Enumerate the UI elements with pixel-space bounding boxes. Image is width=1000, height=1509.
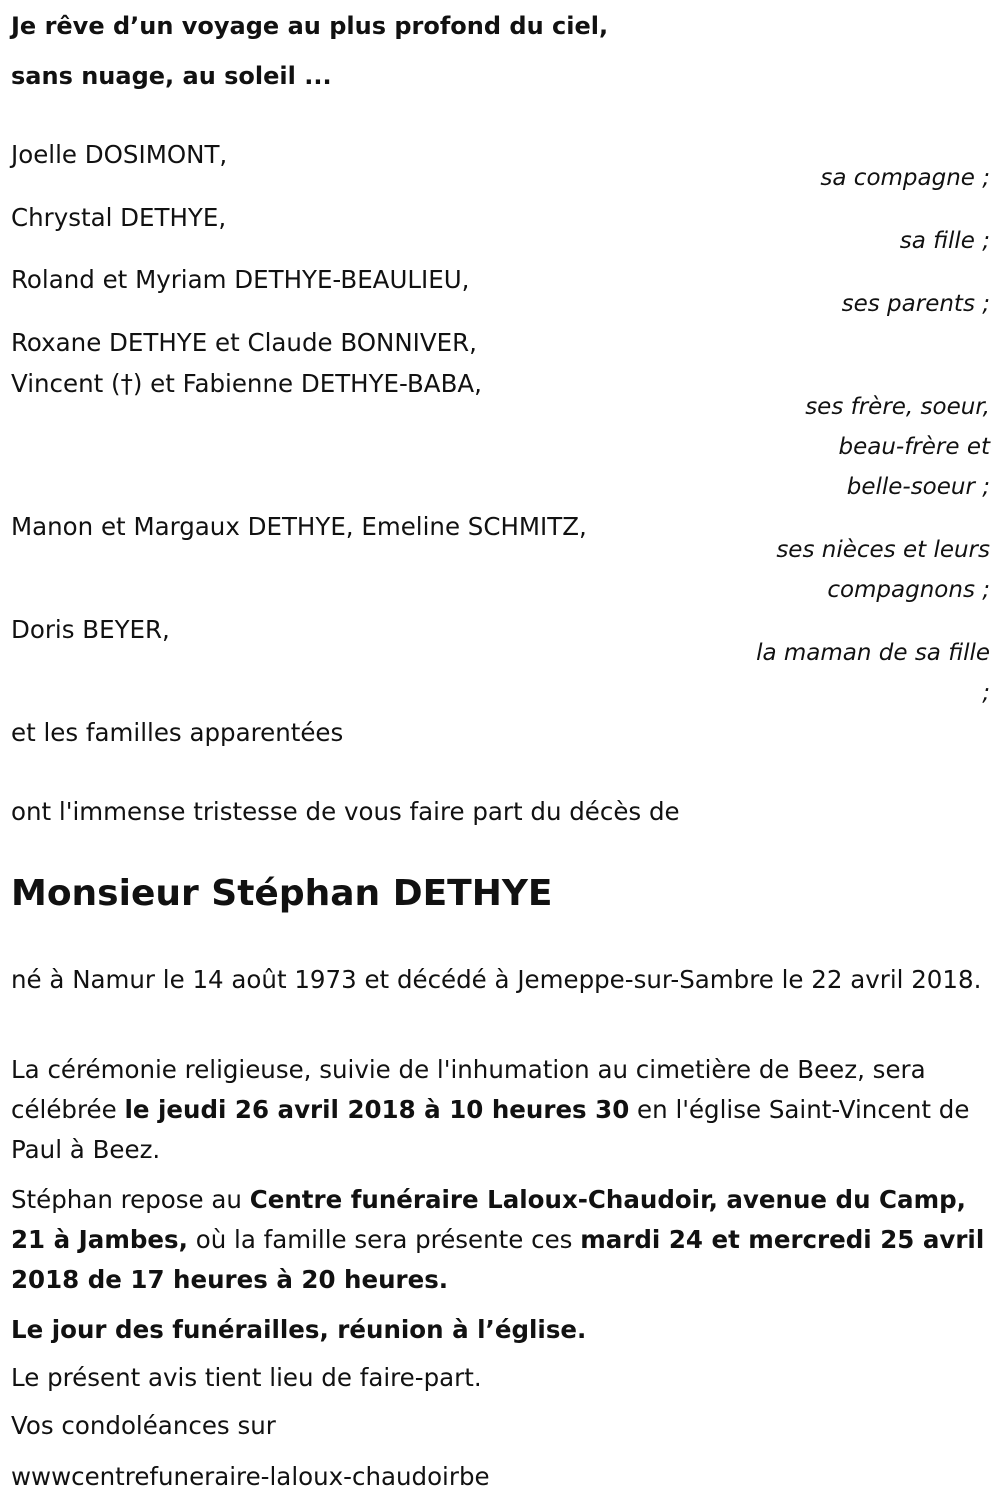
reunion-text: Le jour des funérailles, réunion à l’église.: [11, 1315, 587, 1344]
poem-line-1: Je rêve d’un voyage au plus profond du ciel,: [11, 12, 609, 40]
family-role-mother-of-daughter-1: la maman de sa fille: [756, 640, 990, 666]
ceremony-post: en l'église Saint-Vincent de Paul à Beez.: [11, 1095, 970, 1164]
repose-dates: mardi 24 et mercredi 25 avril 2018 de 17 heures à 20 heures.: [11, 1225, 985, 1294]
family-name-daughter: Chrystal DETHYE,: [11, 203, 227, 232]
birth-death-text: né à Namur le 14 août 1973 et décédé à Jemeppe-sur-Sambre le 22 avril 2018.: [11, 965, 982, 994]
ceremony-date: le jeudi 26 avril 2018 à 10 heures 30: [124, 1095, 630, 1124]
condolences-text: Vos condoléances sur: [11, 1411, 276, 1440]
repose-text: [11, 1180, 986, 1300]
family-name-mother-of-daughter: Doris BEYER,: [11, 615, 170, 644]
repose-pre: Stéphan repose au: [11, 1185, 250, 1214]
family-name-siblings-2: Vincent (†) et Fabienne DETHYE-BABA,: [11, 369, 482, 398]
family-role-daughter: sa fille ;: [899, 228, 990, 254]
family-role-mother-of-daughter-2: ;: [982, 680, 990, 706]
family-role-nieces-1: ses nièces et leurs: [776, 537, 990, 563]
announce-line: ont l'immense tristesse de vous faire part du décès de: [11, 797, 680, 826]
family-name-nieces: Manon et Margaux DETHYE, Emeline SCHMITZ,: [11, 512, 587, 541]
repose-mid: où la famille sera présente ces: [187, 1225, 581, 1254]
ceremony-pre: La cérémonie religieuse, suivie de l'inhumation au cimetière de Beez, sera célébrée: [11, 1055, 926, 1124]
family-name-parents: Roland et Myriam DETHYE-BEAULIEU,: [11, 265, 470, 294]
family-role-siblings-3: belle-soeur ;: [846, 474, 990, 500]
repose-location: Centre funéraire Laloux-Chaudoir, avenue du Camp, 21 à Jambes,: [11, 1185, 966, 1254]
deceased-title: Monsieur Stéphan DETHYE: [11, 873, 553, 914]
family-role-siblings-1: ses frère, soeur,: [805, 394, 990, 420]
family-role-parents: ses parents ;: [841, 291, 990, 317]
families-line: et les familles apparentées: [11, 718, 344, 747]
family-role-siblings-2: beau-frère et: [838, 434, 990, 460]
poem-line-2: sans nuage, au soleil ...: [11, 62, 332, 90]
ceremony-text: [11, 1050, 986, 1170]
website-link[interactable]: wwwcentrefuneraire-laloux-chaudoirbe: [11, 1462, 490, 1491]
family-role-nieces-2: compagnons ;: [827, 577, 990, 603]
notice-text: Le présent avis tient lieu de faire-part.: [11, 1363, 482, 1392]
family-name-companion: Joelle DOSIMONT,: [11, 140, 228, 169]
family-role-companion: sa compagne ;: [820, 165, 990, 191]
family-name-siblings-1: Roxane DETHYE et Claude BONNIVER,: [11, 328, 477, 357]
